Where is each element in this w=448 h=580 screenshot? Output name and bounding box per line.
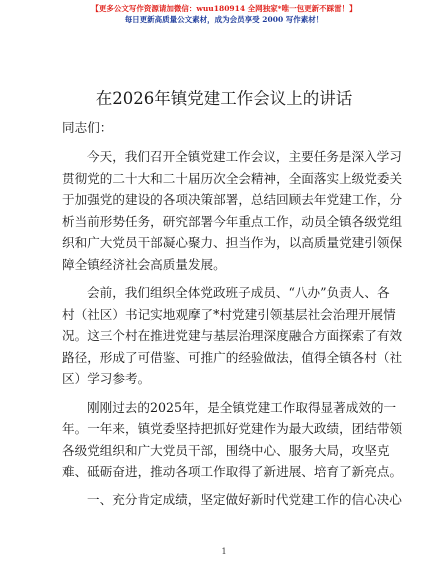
promo-banner-line2: 每日更新高质量公文素材，成为会员享受 2000 写作素材！ — [124, 15, 324, 24]
paragraph-line: 区）学习参考。 — [62, 371, 151, 386]
paragraph-line: 村（社区）书记实地观摩了*村党建引领基层社会治理开展情 — [62, 306, 396, 322]
paragraph-line: 刚刚过去的2025年，是全镇党建工作取得显著成效的一 — [87, 399, 397, 415]
page-number: 1 — [221, 547, 227, 556]
salutation: 同志们： — [62, 120, 113, 135]
paragraph-opening — [62, 146, 403, 275]
paragraph-line: 障全镇经济社会高质量发展。 — [62, 256, 226, 272]
paragraph-line: 年。一年来，镇党委坚持把抓好党建作为最大政绩，团结带领 — [62, 421, 403, 436]
paragraph-line: 难、砥砺奋进，推动各项工作取得了新进展、培育了新亮点。 — [62, 464, 403, 479]
document-body — [62, 118, 403, 510]
paragraph-line: 织和广大党员干部凝心聚力、担当作为，以高质量党建引领保 — [62, 235, 403, 250]
paragraph-line: 今天，我们召开全镇党建工作会议，主要任务是深入学习 — [87, 149, 402, 164]
paragraph-line: 会前，我们组织全体党政班子成员、“八办”负责人、各 — [87, 285, 390, 300]
paragraph-line: 贯彻党的二十大和二十届历次全会精神，全面落实上级党委关 — [62, 170, 403, 186]
paragraph-line: 析当前形势任务，研究部署今年重点工作，动员全镇各级党组 — [62, 213, 403, 229]
paragraph-review-2025 — [62, 397, 403, 483]
paragraph-line: 况。这三个村在推进党建与基层治理深度融合方面探索了有效 — [62, 328, 403, 343]
promo-banner-line1: 【更多公文写作资源请加微信：wuu180914 全网独家*唯一包更新不踩雷！】 — [91, 4, 357, 13]
paragraph-site-visit — [62, 282, 403, 390]
section-heading: 一、充分肯定成绩，坚定做好新时代党建工作的信心决心 — [87, 491, 402, 507]
document-title: 在2026年镇党建工作会议上的讲话 — [95, 89, 353, 108]
paragraph-line: 路径，形成了可借鉴、可推广的经验做法，值得全镇各村（社 — [62, 349, 403, 365]
paragraph-line: 于加强党的建设的各项决策部署，总结回顾去年党建工作，分 — [62, 192, 403, 207]
paragraph-line: 各级党组织和广大党员干部，围绕中心、服务大局，攻坚克 — [62, 442, 390, 458]
